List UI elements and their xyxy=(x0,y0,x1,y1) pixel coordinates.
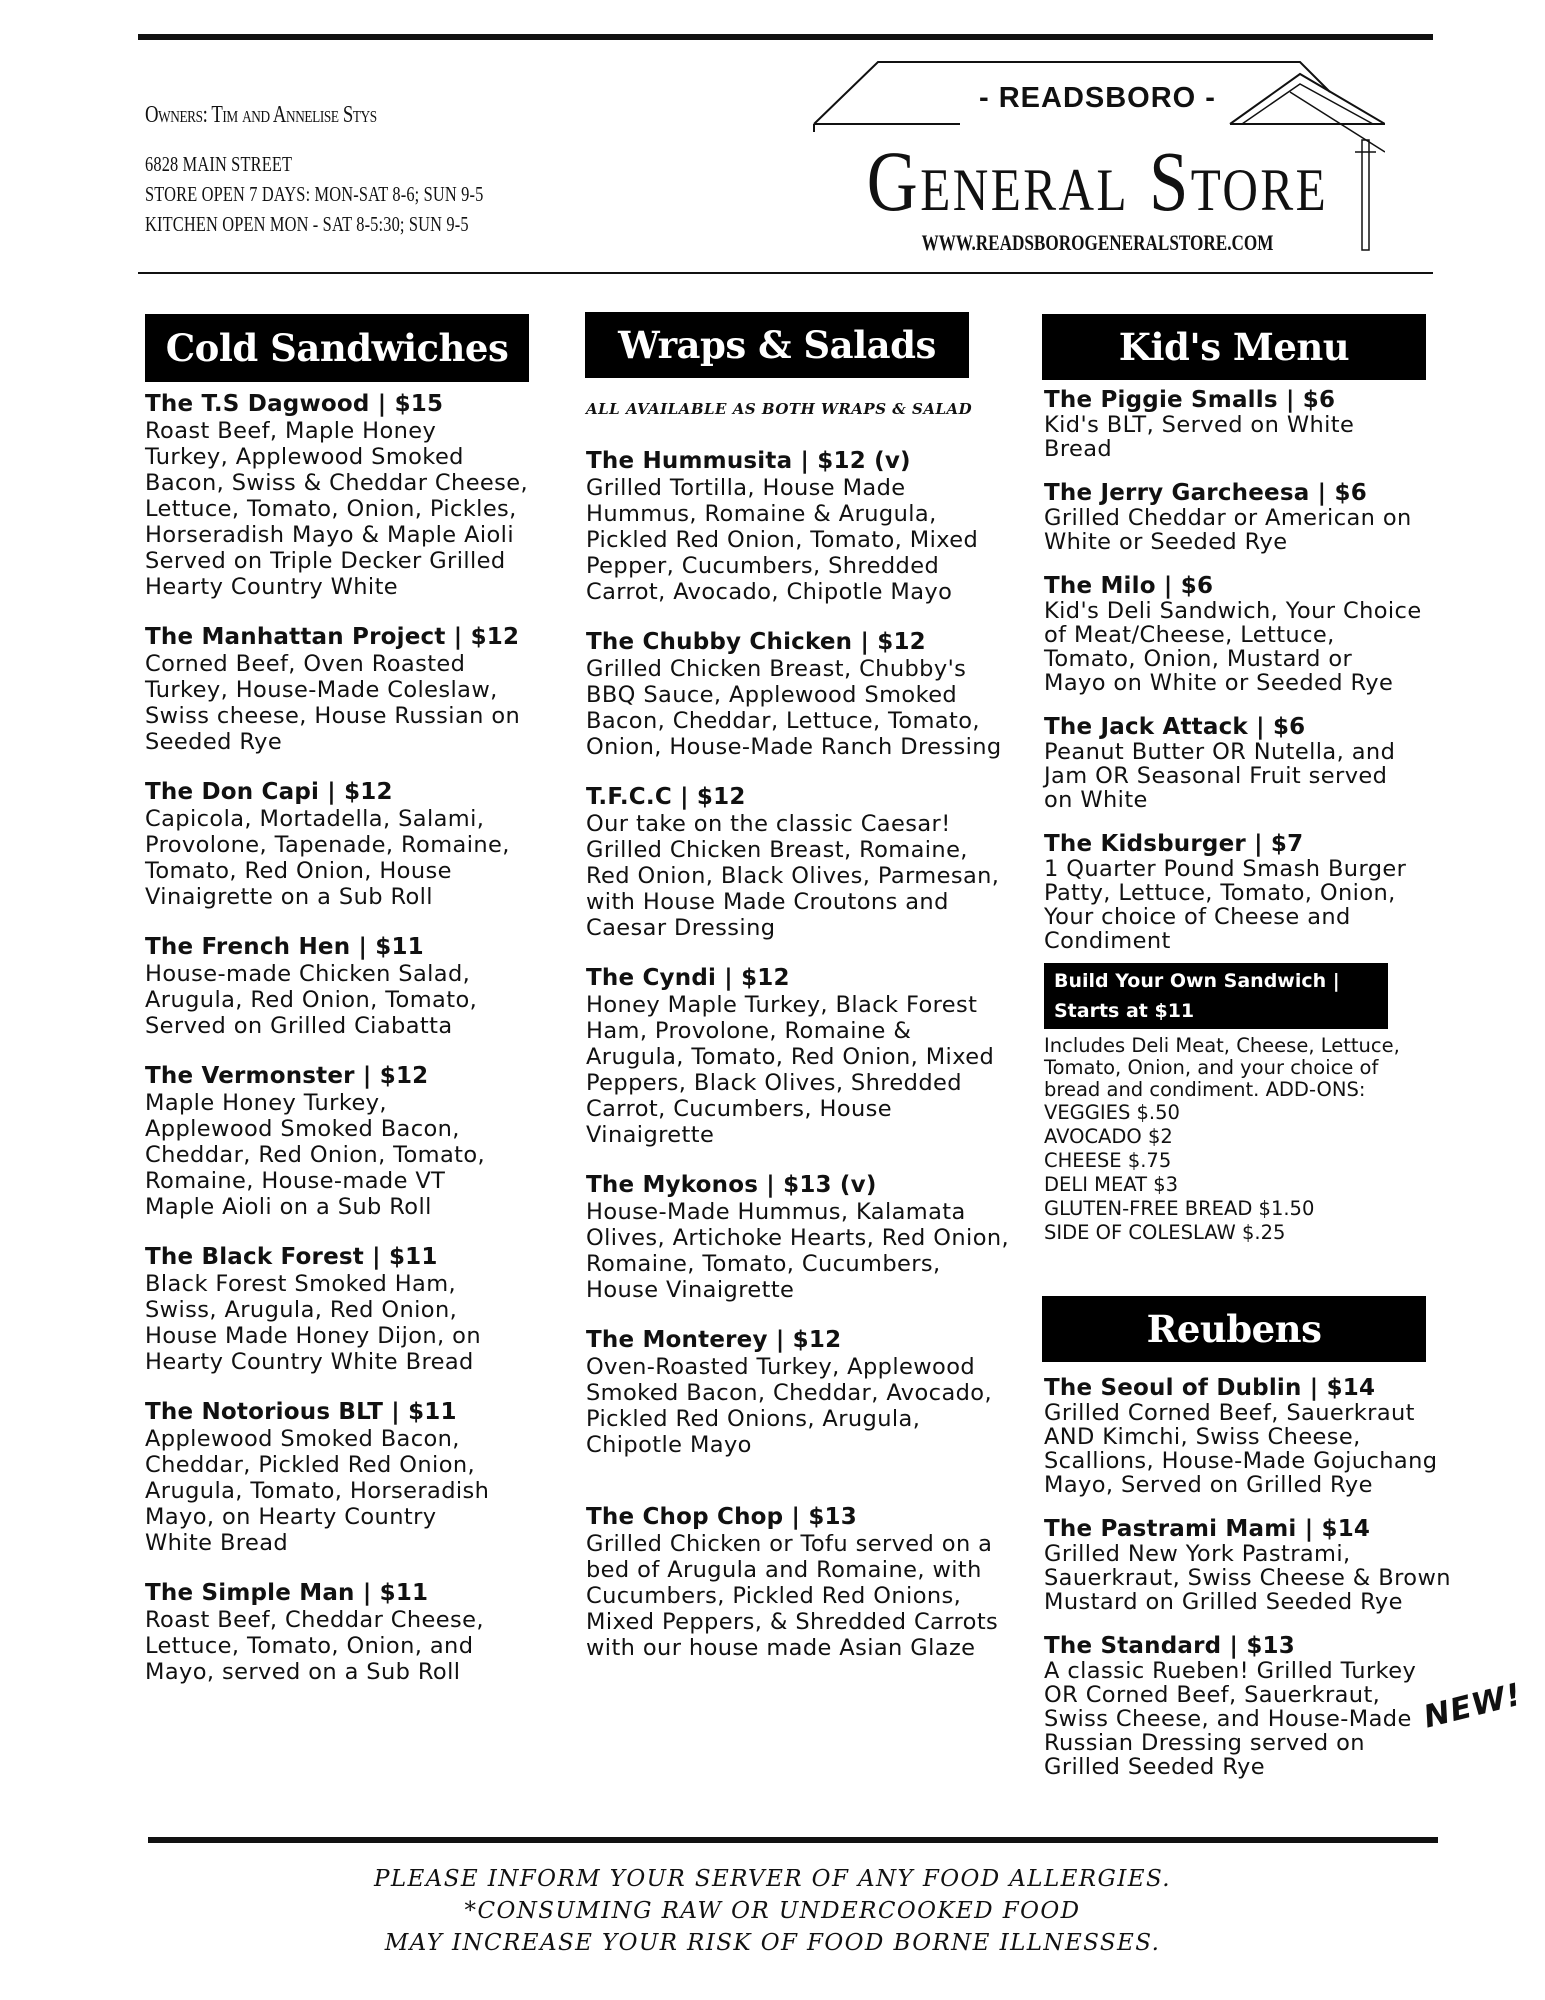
reubens-header: Reubens xyxy=(1042,1296,1426,1362)
addon-item: AVOCADO $2 xyxy=(1044,1125,1173,1148)
cold-sandwiches-list xyxy=(145,391,565,1709)
item-desc: Maple Honey Turkey, Applewood Smoked Bacon, Cheddar, Red Onion, Tomato, Romaine, House-made VT Maple Aioli on a Sub Roll xyxy=(145,1090,486,1220)
item-desc: Oven-Roasted Turkey, Applewood Smoked Bacon, Cheddar, Avocado, Pickled Red Onions, Arugula, Chipotle Mayo xyxy=(586,1354,993,1458)
item-desc: Applewood Smoked Bacon, Cheddar, Pickled Red Onion, Arugula, Tomato, Horseradish Mayo, on Hearty Country White Bread xyxy=(145,1426,490,1556)
item-desc: Grilled Cheddar or American on White or Seeded Rye xyxy=(1044,505,1412,555)
item-title: The Chop Chop | $13 xyxy=(586,1504,857,1530)
reubens-list xyxy=(1044,1376,1464,1799)
item-desc: Grilled Chicken Breast, Chubby's BBQ Sauce, Applewood Smoked Bacon, Cheddar, Lettuce, Tomato, Onion, House-Made Ranch Dressing xyxy=(586,656,1002,760)
menu-item xyxy=(145,779,565,910)
build-your-own-header: Build Your Own Sandwich | Starts at $11 xyxy=(1044,963,1388,1029)
item-desc: 1 Quarter Pound Smash Burger Patty, Lettuce, Tomato, Onion, Your choice of Cheese and Condiment xyxy=(1044,856,1407,954)
menu-item xyxy=(1044,388,1464,461)
addon-item: VEGGIES $.50 xyxy=(1044,1101,1180,1124)
item-desc: Peanut Butter OR Nutella, and Jam OR Seasonal Fruit served on White xyxy=(1044,739,1396,813)
addon-item: SIDE OF COLESLAW $.25 xyxy=(1044,1221,1286,1244)
menu-item xyxy=(586,1327,1026,1458)
menu-item xyxy=(1044,1376,1464,1497)
kids-menu-list xyxy=(1044,388,1464,1245)
build-your-own-desc: Includes Deli Meat, Cheese, Lettuce, Tomato, Onion, and your choice of bread and condiment. ADD-ONS: xyxy=(1044,1034,1400,1101)
item-desc: A classic Rueben! Grilled Turkey OR Corned Beef, Sauerkraut, Swiss Cheese, and House-Made Russian Dressing served on Grilled Seeded Rye xyxy=(1044,1658,1417,1780)
allergy-notice: PLEASE INFORM YOUR SERVER OF ANY FOOD ALLERGIES. xyxy=(373,1866,1172,1892)
website-link[interactable]: WWW.READSBOROGENERALSTORE.COM xyxy=(921,230,1274,255)
item-desc: Grilled Corned Beef, Sauerkraut AND Kimchi, Swiss Cheese, Scallions, House-Made Gojuchang Mayo, Served on Grilled Rye xyxy=(1044,1400,1438,1498)
item-title: The Milo | $6 xyxy=(1044,573,1214,599)
top-rule xyxy=(138,34,1433,40)
item-title: The Simple Man | $11 xyxy=(145,1580,429,1606)
wraps-salads-list xyxy=(586,400,1026,1685)
menu-item xyxy=(1044,715,1464,812)
wraps-salads-header: Wraps & Salads xyxy=(585,312,969,378)
menu-item xyxy=(1044,832,1464,953)
item-title: The Notorious BLT | $11 xyxy=(145,1399,457,1425)
item-desc: Grilled Chicken or Tofu served on a bed of Arugula and Romaine, with Cucumbers, Pickled Red Onions, Mixed Peppers, & Shredded Carrots with our house made Asian Glaze xyxy=(586,1531,999,1661)
item-title: The Jack Attack | $6 xyxy=(1044,714,1306,740)
address-line: 6828 MAIN STREET xyxy=(145,152,293,176)
item-title: The Hummusita | $12 (v) xyxy=(586,448,911,474)
menu-item xyxy=(145,1063,565,1220)
item-desc: House-made Chicken Salad, Arugula, Red Onion, Tomato, Served on Grilled Ciabatta xyxy=(145,961,478,1039)
item-desc: Capicola, Mortadella, Salami, Provolone, Tapenade, Romaine, Tomato, Red Onion, House Vinaigrette on a Sub Roll xyxy=(145,806,510,910)
item-title: The French Hen | $11 xyxy=(145,934,424,960)
item-desc: House-Made Hummus, Kalamata Olives, Artichoke Hearts, Red Onion, Romaine, Tomato, Cucumbers, House Vinaigrette xyxy=(586,1199,1010,1303)
item-desc: Our take on the classic Caesar! Grilled Chicken Breast, Romaine, Red Onion, Black Olives, Parmesan, with House Made Croutons and Caesar Dressing xyxy=(586,811,1000,941)
item-title: The Monterey | $12 xyxy=(586,1327,842,1353)
item-desc: Black Forest Smoked Ham, Swiss, Arugula, Red Onion, House Made Honey Dijon, on Hearty Country White Bread xyxy=(145,1271,481,1375)
item-desc: Roast Beef, Cheddar Cheese, Lettuce, Tomato, Onion, and Mayo, served on a Sub Roll xyxy=(145,1607,484,1685)
item-title: The Jerry Garcheesa | $6 xyxy=(1044,480,1367,506)
kitchen-hours-line: KITCHEN OPEN MON - SAT 8-5:30; SUN 9-5 xyxy=(145,212,469,236)
item-desc: Roast Beef, Maple Honey Turkey, Applewood Smoked Bacon, Swiss & Cheddar Cheese, Lettuce, Tomato, Onion, Pickles, Horseradish Mayo & Maple Aioli Served on Triple Decker Grilled Hearty Country White xyxy=(145,418,529,600)
item-desc: Kid's BLT, Served on White Bread xyxy=(1044,412,1355,462)
footer-rule xyxy=(148,1837,1438,1843)
header-rule xyxy=(138,272,1433,274)
menu-item xyxy=(1044,574,1464,695)
addon-item: GLUTEN-FREE BREAD $1.50 xyxy=(1044,1197,1315,1220)
raw-food-notice: *CONSUMING RAW OR UNDERCOOKED FOOD xyxy=(464,1898,1081,1924)
item-title: The Seoul of Dublin | $14 xyxy=(1044,1375,1376,1401)
menu-item xyxy=(586,1504,1026,1661)
item-title: The Kidsburger | $7 xyxy=(1044,831,1304,857)
menu-item xyxy=(586,448,1026,605)
menu-item xyxy=(1044,1634,1464,1779)
menu-item xyxy=(586,784,1026,941)
cold-sandwiches-header: Cold Sandwiches xyxy=(145,314,529,382)
owners-line: Owners: Tim and Annelise Stys xyxy=(145,102,377,128)
menu-item xyxy=(145,391,565,600)
menu-item xyxy=(586,629,1026,760)
addon-item: DELI MEAT $3 xyxy=(1044,1173,1179,1196)
item-title: The Mykonos | $13 (v) xyxy=(586,1172,877,1198)
item-title: The Piggie Smalls | $6 xyxy=(1044,387,1336,413)
menu-item xyxy=(1044,1517,1464,1614)
item-title: The Cyndi | $12 xyxy=(586,965,790,991)
item-title: The Vermonster | $12 xyxy=(145,1063,429,1089)
item-desc: Kid's Deli Sandwich, Your Choice of Meat/Cheese, Lettuce, Tomato, Onion, Mustard or Mayo on White or Seeded Rye xyxy=(1044,598,1422,696)
item-title: The Chubby Chicken | $12 xyxy=(586,629,926,655)
item-title: The Black Forest | $11 xyxy=(145,1244,438,1270)
item-desc: Grilled Tortilla, House Made Hummus, Romaine & Arugula, Pickled Red Onion, Tomato, Mixed Pepper, Cucumbers, Shredded Carrot, Avocado, Chipotle Mayo xyxy=(586,475,979,605)
item-title: The T.S Dagwood | $15 xyxy=(145,391,444,417)
logo-readsboro: - READSBORO - xyxy=(979,82,1216,114)
menu-item xyxy=(1044,481,1464,554)
menu-item xyxy=(586,965,1026,1148)
kids-menu-header: Kid's Menu xyxy=(1042,314,1426,380)
addon-item: CHEESE $.75 xyxy=(1044,1149,1172,1172)
menu-item xyxy=(586,1172,1026,1303)
logo-general-store: General Store xyxy=(866,133,1329,229)
menu-item xyxy=(145,624,565,755)
item-title: T.F.C.C | $12 xyxy=(586,784,746,810)
illness-notice: MAY INCREASE YOUR RISK OF FOOD BORNE ILLNESSES. xyxy=(384,1930,1161,1956)
store-logo xyxy=(810,52,1385,267)
menu-item xyxy=(145,1244,565,1375)
item-title: The Standard | $13 xyxy=(1044,1633,1295,1659)
item-desc: Grilled New York Pastrami, Sauerkraut, Swiss Cheese & Brown Mustard on Grilled Seeded Rye xyxy=(1044,1541,1451,1615)
item-desc: Honey Maple Turkey, Black Forest Ham, Provolone, Romaine & Arugula, Tomato, Red Onion, Mixed Peppers, Black Olives, Shredded Carrot, Cucumbers, House Vinaigrette xyxy=(586,992,995,1148)
store-hours-line: STORE OPEN 7 DAYS: MON-SAT 8-6; SUN 9-5 xyxy=(145,182,484,206)
item-desc: Corned Beef, Oven Roasted Turkey, House-Made Coleslaw, Swiss cheese, House Russian on Seeded Rye xyxy=(145,651,521,755)
menu-item xyxy=(145,1580,565,1685)
menu-item xyxy=(145,934,565,1039)
new-badge: NEW! xyxy=(1420,1676,1526,1736)
item-title: The Manhattan Project | $12 xyxy=(145,624,520,650)
wraps-note: ALL AVAILABLE AS BOTH WRAPS & SALAD xyxy=(586,400,973,418)
menu-item xyxy=(145,1399,565,1556)
item-title: The Don Capi | $12 xyxy=(145,779,393,805)
item-title: The Pastrami Mami | $14 xyxy=(1044,1516,1371,1542)
